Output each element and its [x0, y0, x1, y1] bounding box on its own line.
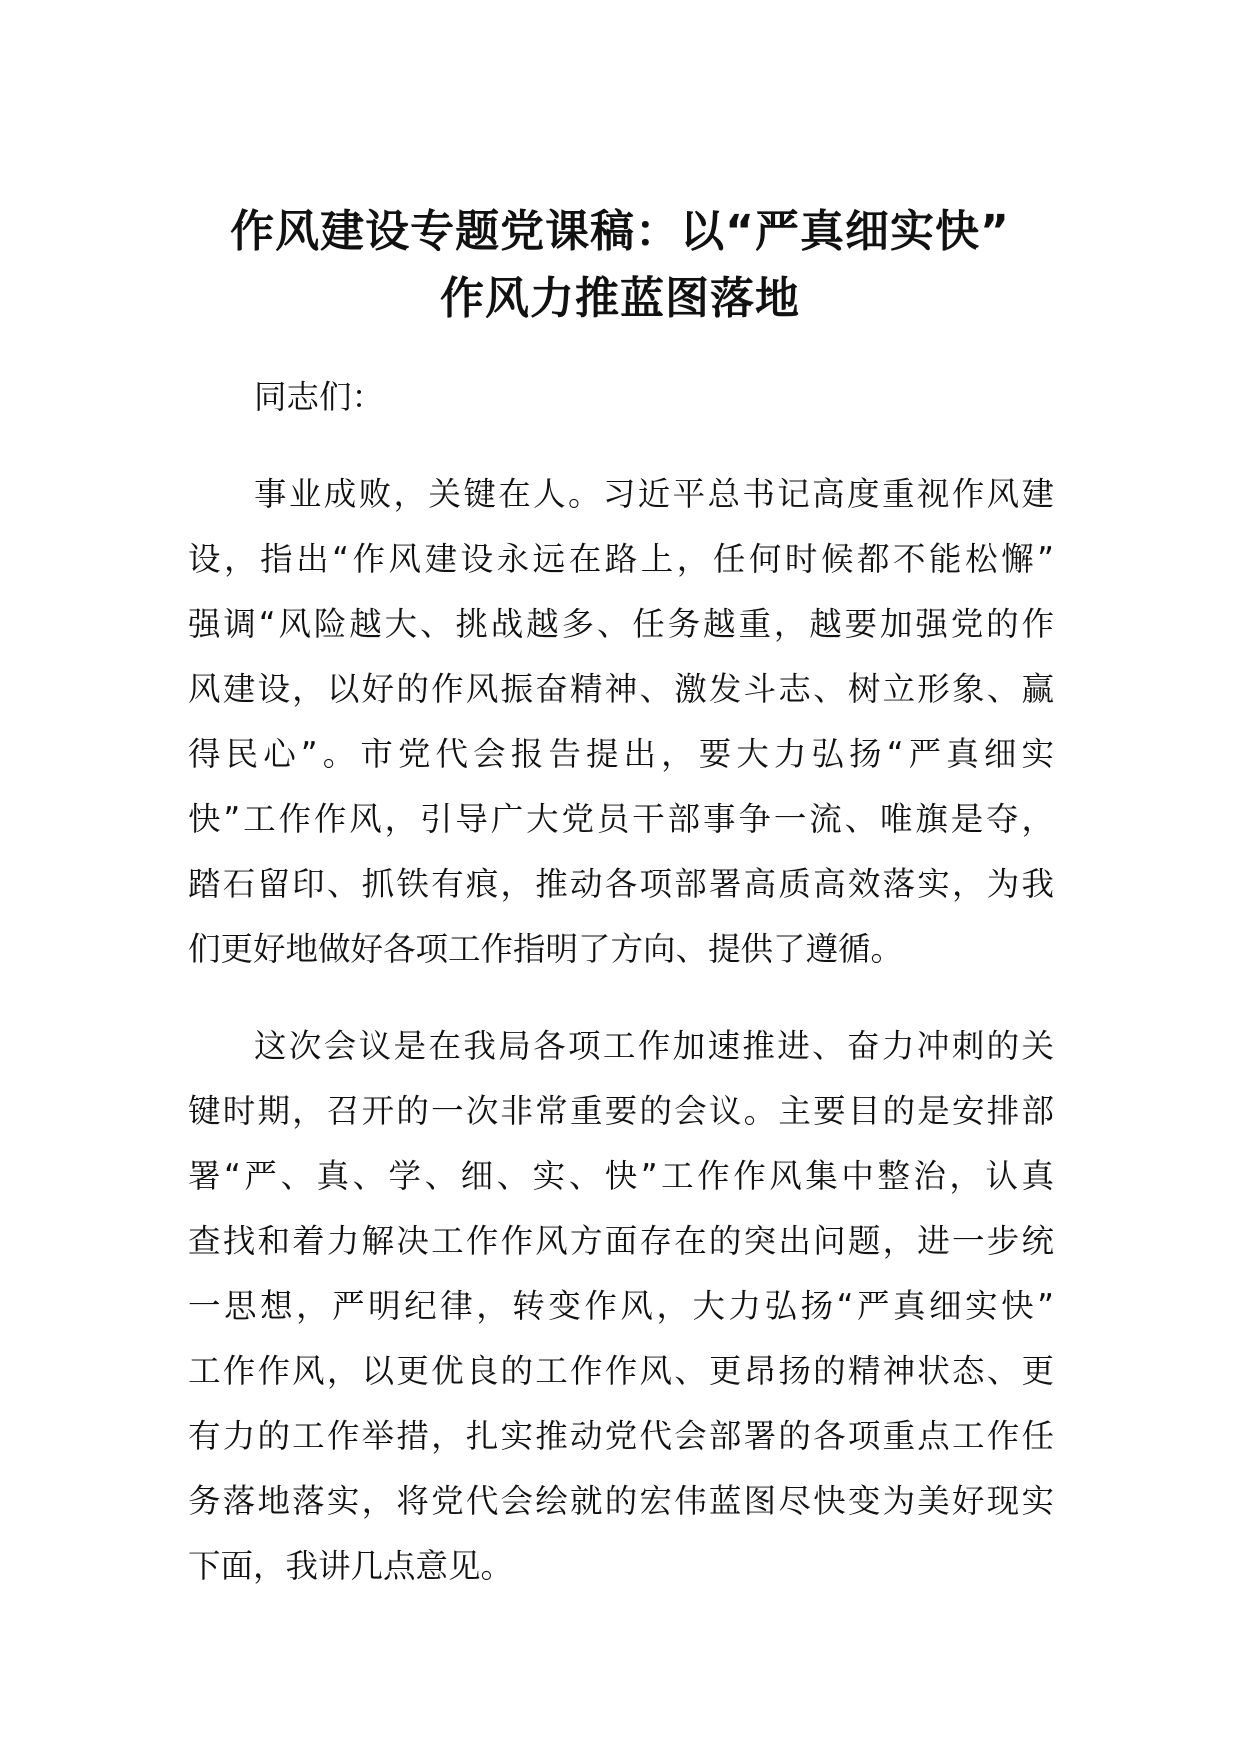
paragraph-line: 查找和着力解决工作作风方面存在的突出问题，进一步统 [188, 1222, 1054, 1260]
paragraph-line: 事业成败，关键在人。习近平总书记高度重视作风建 [254, 475, 1054, 513]
paragraph-line: 这次会议是在我局各项工作加速推进、奋力冲刺的关 [254, 1027, 1054, 1065]
document-title [150, 198, 1090, 332]
paragraph-line: 快”工作作风，引导广大党员干部事争一流、唯旗是夺， [188, 800, 1054, 838]
paragraph-line: 键时期，召开的一次非常重要的会议。主要目的是安排部 [188, 1092, 1054, 1130]
paragraph-line: 强调“风险越大、挑战越多、任务越重，越要加强党的作 [188, 605, 1054, 643]
paragraph-2 [188, 1014, 1054, 1599]
paragraph-line: 踏石留印、抓铁有痕，推动各项部署高质高效落实，为我 [188, 865, 1054, 903]
paragraph-line: 工作作风，以更优良的工作作风、更昂扬的精神状态、更 [188, 1352, 1054, 1390]
paragraph-line: 们更好地做好各项工作指明了方向、提供了遵循。 [188, 930, 904, 968]
salutation [188, 365, 1054, 430]
paragraph-line: 署“严、真、学、细、实、快”工作作风集中整治，认真 [188, 1157, 1054, 1195]
paragraph-1 [188, 462, 1054, 982]
salutation-text: 同志们： [254, 378, 385, 416]
paragraph-line: 有力的工作举措，扎实推动党代会部署的各项重点工作任 [188, 1417, 1054, 1455]
title-line-2: 作风力推蓝图落地 [440, 273, 800, 324]
paragraph-line: 务落地落实，将党代会绘就的宏伟蓝图尽快变为美好现实 [188, 1482, 1054, 1520]
paragraph-line: 下面，我讲几点意见。 [188, 1547, 514, 1585]
paragraph-line: 一思想，严明纪律，转变作风，大力弘扬“严真细实快” [188, 1287, 1054, 1325]
paragraph-line: 得民心”。市党代会报告提出，要大力弘扬“严真细实 [188, 735, 1054, 773]
paragraph-line: 设，指出“作风建设永远在路上，任何时候都不能松懈” [188, 540, 1054, 578]
document-body [188, 365, 1054, 1631]
paragraph-line: 风建设，以好的作风振奋精神、激发斗志、树立形象、赢 [188, 670, 1054, 708]
title-line-1: 作风建设专题党课稿：以“严真细实快” [230, 206, 1010, 257]
